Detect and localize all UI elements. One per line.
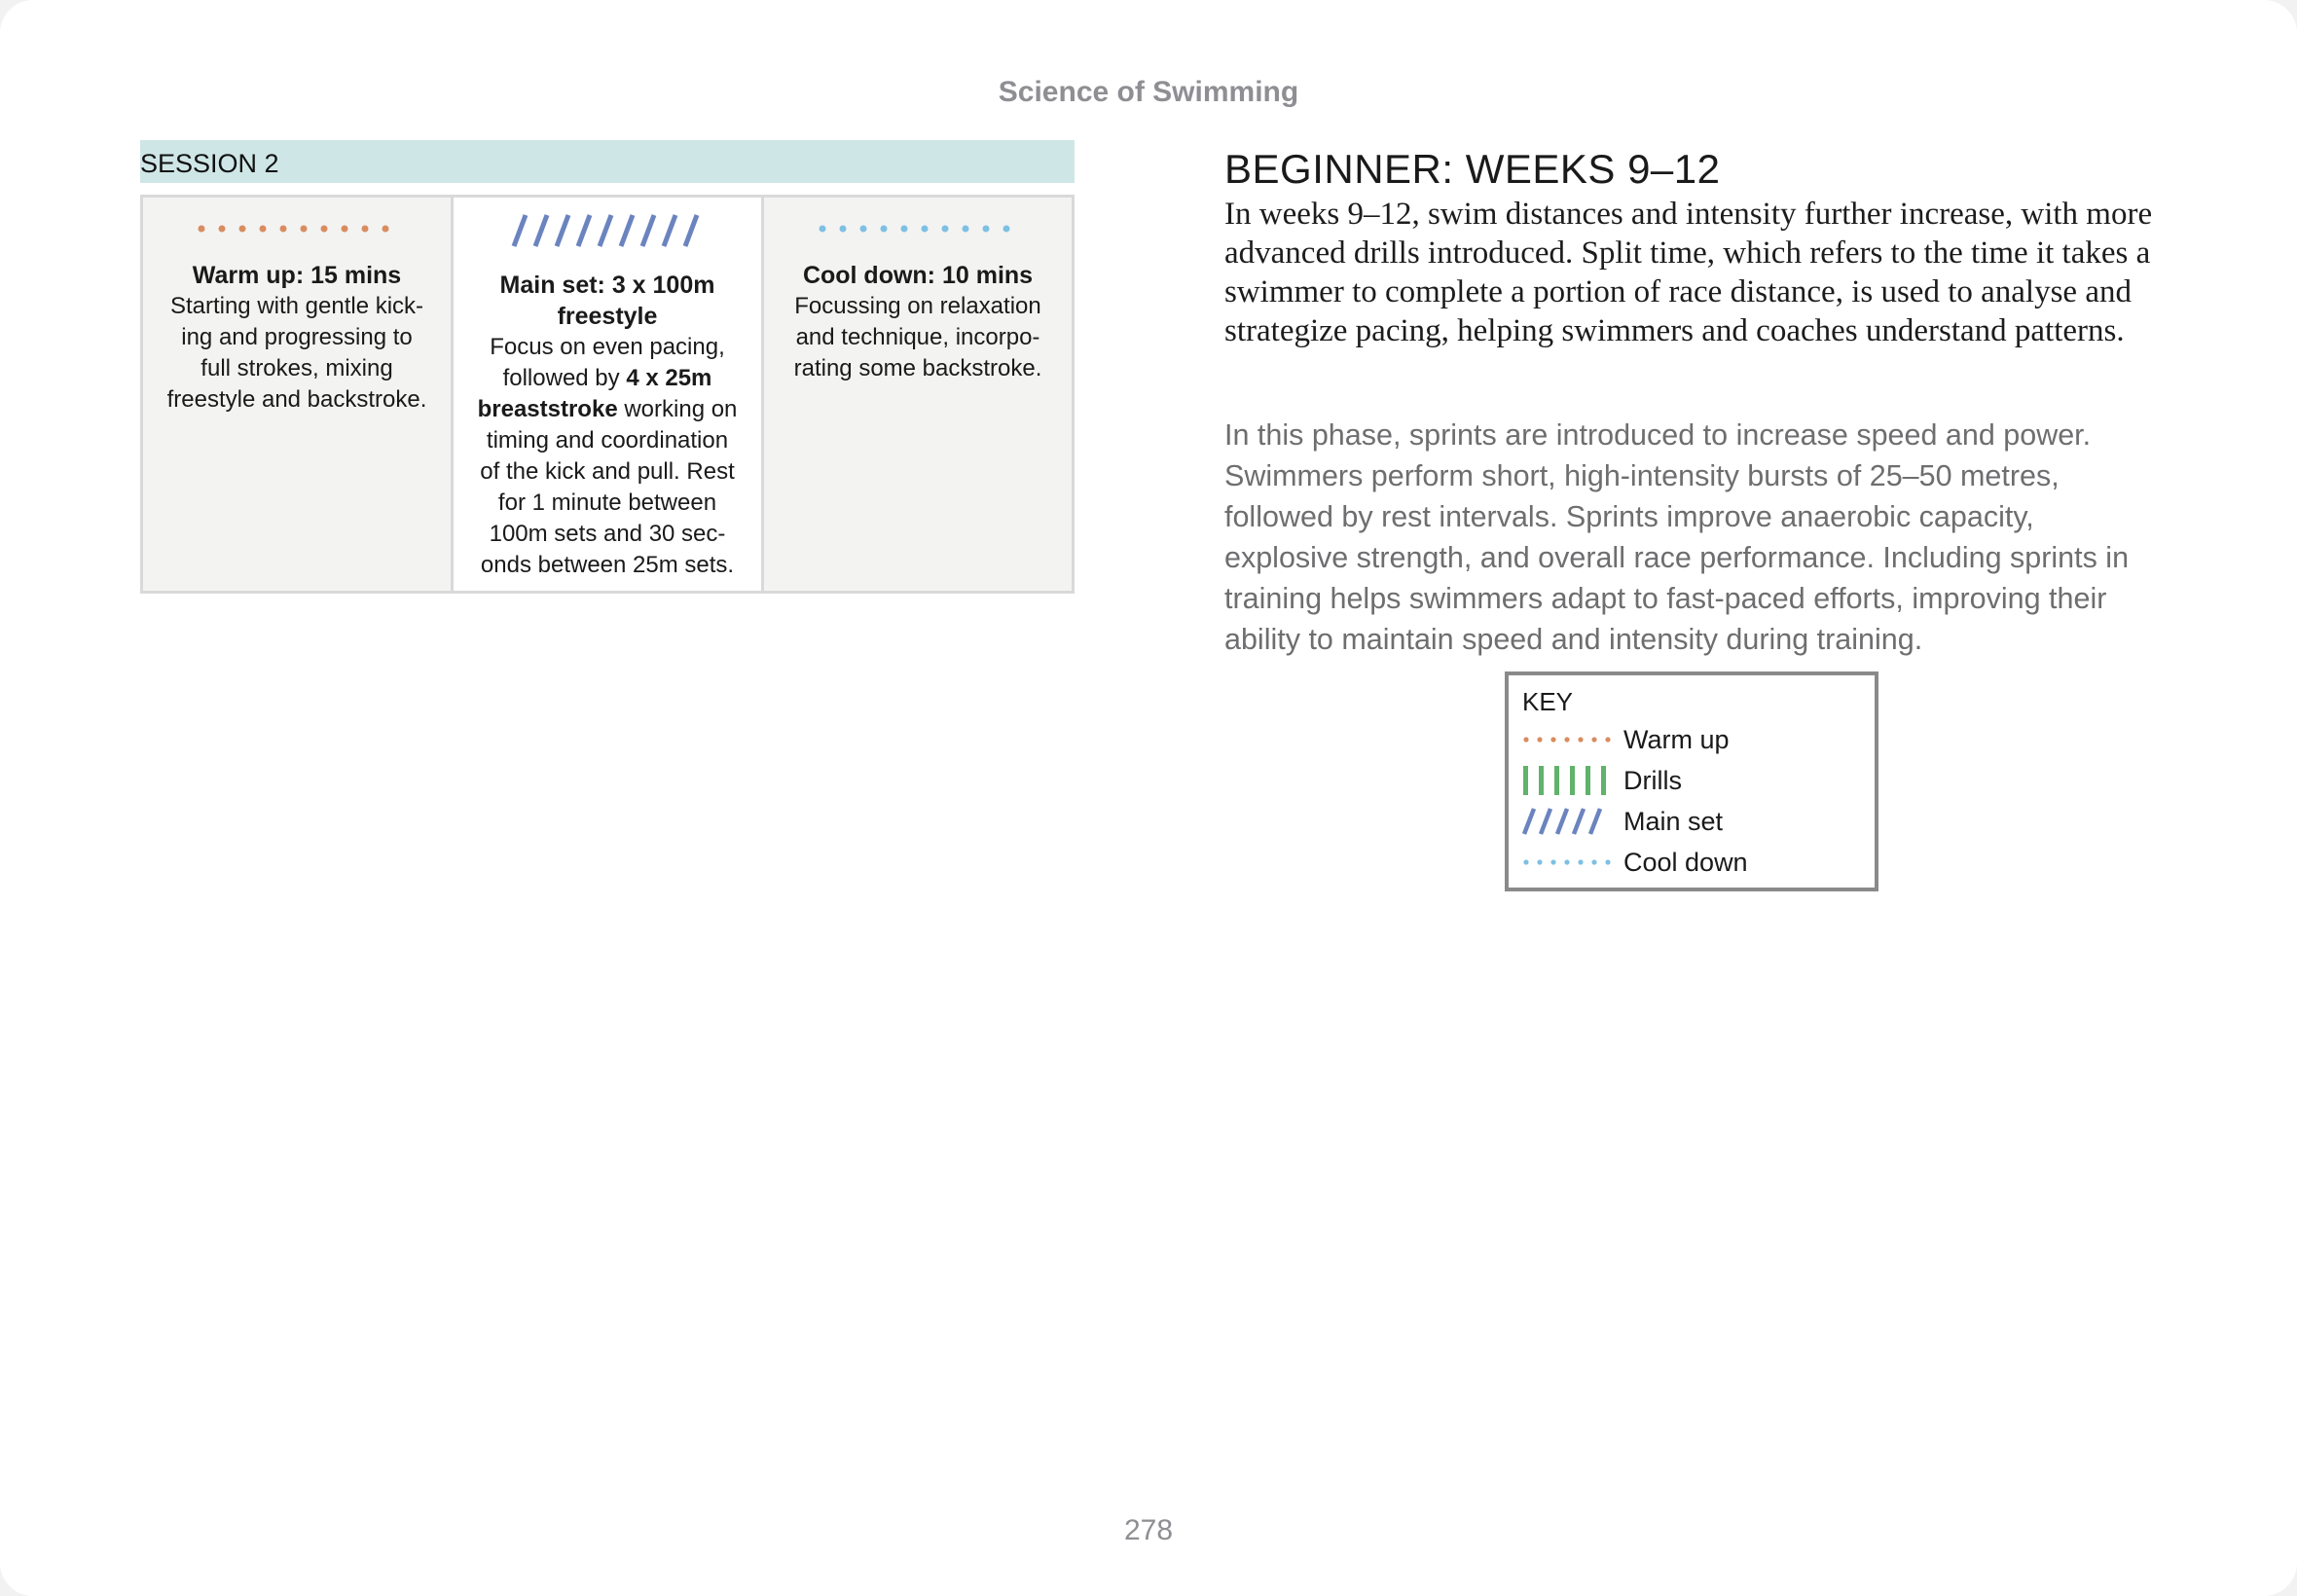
warm-up-pattern-icon [159, 211, 435, 246]
key-label: Drills [1623, 765, 1682, 795]
key-label: Warm up [1623, 724, 1730, 754]
cool-down-line: Focussing on relaxation [794, 293, 1041, 319]
main-set-bold: breaststroke [477, 396, 618, 422]
main-set-line: timing and coordination [486, 427, 729, 453]
lede-paragraph: In weeks 9–12, swim distances and intensity further increase, with more advanced drills introduced. Split time, which refers to the time it takes a swimmer to complete a portion of race distance, is used to analyse and strategize pacing, helping swimmers and coaches understand patterns. [1224, 197, 2153, 348]
warm-up-column [143, 198, 451, 591]
warm-up-line: freestyle and backstroke. [166, 386, 427, 413]
warm-up-dots-icon [1522, 735, 1612, 744]
warm-up-line: ing and progressing to [181, 324, 413, 350]
key-item-warm-up [1522, 719, 1875, 760]
running-head: Science of Swimming [998, 76, 1299, 108]
main-set-slashes-icon [1522, 807, 1612, 836]
main-set-pattern-icon [469, 211, 746, 250]
warm-up-line: Starting with gentle kick- [169, 293, 424, 319]
main-set-line: Focus on even pacing, [490, 334, 725, 360]
main-set-text: working on [617, 396, 738, 422]
main-set-line: for 1 minute between [497, 490, 717, 516]
session-table [140, 195, 1075, 594]
key-item-main-set [1522, 801, 1875, 842]
key-item-drills [1522, 760, 1875, 801]
cool-down-line: and technique, incorpo- [795, 324, 1040, 350]
session-label: SESSION 2 [140, 140, 1075, 183]
main-set-line: 100m sets and 30 sec- [489, 521, 726, 547]
cool-down-title: Cool down: 10 mins [802, 262, 1034, 289]
drills-bars-icon [1522, 766, 1612, 795]
main-set-title: Main set: 3 x 100m [499, 272, 715, 299]
cool-down-line: rating some backstroke. [793, 355, 1042, 381]
main-set-bold: 4 x 25m [626, 365, 712, 391]
body-paragraph: In this phase, sprints are introduced to increase speed and power. Swimmers perform short, high-intensity bursts of 25–50 metres, followed by rest intervals. Sprints improve anaerobic capacity, explosive strength, and overall race performance. Including sprints in training helps swimmers adapt to fast-paced efforts, improving their ability to maintain speed and intensity during training. [1224, 418, 2130, 656]
main-set-text: followed by [502, 365, 627, 391]
key-item-cool-down [1522, 842, 1875, 883]
main-set-title: freestyle [557, 303, 658, 330]
key-label: Cool down [1623, 847, 1748, 877]
main-set-line: of the kick and pull. Rest [480, 458, 735, 485]
key-title: KEY [1522, 687, 1574, 716]
section-heading: BEGINNER: WEEKS 9–12 [1224, 146, 1721, 192]
key-legend [1505, 671, 1878, 891]
main-set-line: onds between 25m sets. [480, 552, 735, 578]
cool-down-pattern-icon [780, 211, 1056, 246]
page-number: 278 [1123, 1514, 1174, 1546]
cool-down-dots-icon [1522, 857, 1612, 867]
key-label: Main set [1623, 806, 1724, 836]
main-set-column [454, 198, 761, 591]
warm-up-line: full strokes, mixing [201, 355, 393, 381]
main-set-line [469, 363, 746, 394]
cool-down-column [764, 198, 1072, 591]
warm-up-title: Warm up: 15 mins [192, 262, 402, 289]
main-set-line [469, 394, 746, 425]
